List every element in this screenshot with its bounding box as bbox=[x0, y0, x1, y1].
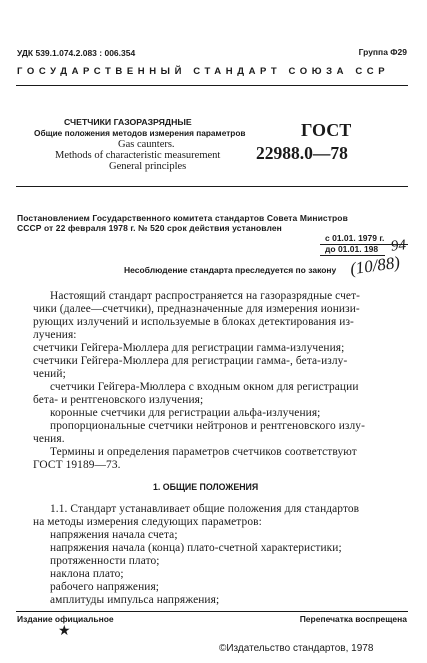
section-line: на методы измерения следующих параметров: bbox=[33, 516, 262, 528]
intro-line: бета- и рентгеновского излучения; bbox=[33, 394, 204, 406]
intro-line: счетчики Гейгера-Мюллера для регистрации гамма-, бета-излу- bbox=[33, 355, 348, 367]
footer-rule bbox=[16, 611, 408, 612]
reprint-prohibited: Перепечатка воспрещена bbox=[299, 614, 407, 624]
udk-code: УДК 539.1.074.2.083 : 006.354 bbox=[17, 48, 136, 58]
decree-line2: СССР от 22 февраля 1978 г. № 520 срок действия установлен bbox=[17, 223, 282, 233]
handwritten-ref: (10/88) bbox=[348, 252, 402, 279]
section-line: наклона плато; bbox=[50, 568, 124, 580]
intro-line: коронные счетчики для регистрации альфа-излучения; bbox=[50, 407, 321, 419]
section-line: напряжения начала (конца) плато-счетной характеристики; bbox=[50, 542, 342, 554]
title-rule bbox=[16, 186, 408, 187]
intro-line: счетчики Гейгера-Мюллера с входным окном для регистрации bbox=[50, 381, 359, 393]
intro-line: Настоящий стандарт распространяется на газоразрядные счет- bbox=[50, 290, 361, 302]
decree-line1: Постановлением Государственного комитета стандартов Совета Министров bbox=[17, 213, 348, 223]
title-ru-line2: Общие положения методов измерения параметров bbox=[34, 128, 246, 138]
header-rule bbox=[16, 85, 408, 86]
validity-from: с 01.01. 1979 г. bbox=[325, 233, 385, 243]
validity-until: до 01.01. 198 bbox=[325, 244, 379, 254]
section-line: напряжения начала счета; bbox=[50, 529, 178, 541]
section-line: протяженности плато; bbox=[50, 555, 160, 567]
gost-label: ГОСТ bbox=[301, 120, 352, 140]
title-en-line1: Gas caunters. bbox=[118, 139, 175, 150]
group-code: Группа Ф29 bbox=[358, 47, 407, 57]
official-edition: Издание официальное bbox=[17, 614, 114, 624]
star-icon: ★ bbox=[58, 624, 71, 639]
handwritten-year: 94 bbox=[390, 237, 407, 255]
intro-line: чики (далее—счетчики), предназначенные для измерения ионизи- bbox=[33, 303, 360, 315]
section-heading: 1. ОБЩИЕ ПОЛОЖЕНИЯ bbox=[153, 482, 259, 492]
copyright: ©Издательство стандартов, 1978 bbox=[219, 643, 374, 654]
intro-line: рующих излучений и используемые в блоках детектирования из- bbox=[33, 316, 354, 328]
title-ru-line1: СЧЕТЧИКИ ГАЗОРАЗРЯДНЫЕ bbox=[64, 117, 192, 127]
title-en-line2: Methods of characteristic measurement bbox=[55, 150, 221, 161]
section-line: амплитуды импульса напряжения; bbox=[50, 594, 220, 606]
intro-line: счетчики Гейгера-Мюллера для регистрации гамма-излучения; bbox=[33, 342, 345, 354]
state-standard-banner: ГОСУДАРСТВЕННЫЙ СТАНДАРТ СОЮЗА ССР bbox=[17, 66, 390, 77]
intro-line: чения. bbox=[33, 433, 65, 445]
intro-line: пропорциональные счетчики нейтронов и рентгеновского излу- bbox=[50, 420, 365, 432]
section-line: 1.1. Стандарт устанавливает общие положения для стандартов bbox=[50, 503, 360, 515]
intro-line: Термины и определения параметров счетчиков соответствуют bbox=[50, 446, 357, 458]
intro-line: ГОСТ 19189—73. bbox=[33, 459, 121, 471]
intro-line: чений; bbox=[33, 368, 66, 380]
section-line: рабочего напряжения; bbox=[50, 581, 160, 593]
intro-line: лучения: bbox=[33, 329, 77, 341]
title-en-line3: General principles bbox=[109, 161, 187, 172]
gost-number: 22988.0—78 bbox=[256, 143, 348, 163]
law-notice: Несоблюдение стандарта преследуется по закону bbox=[124, 265, 337, 275]
